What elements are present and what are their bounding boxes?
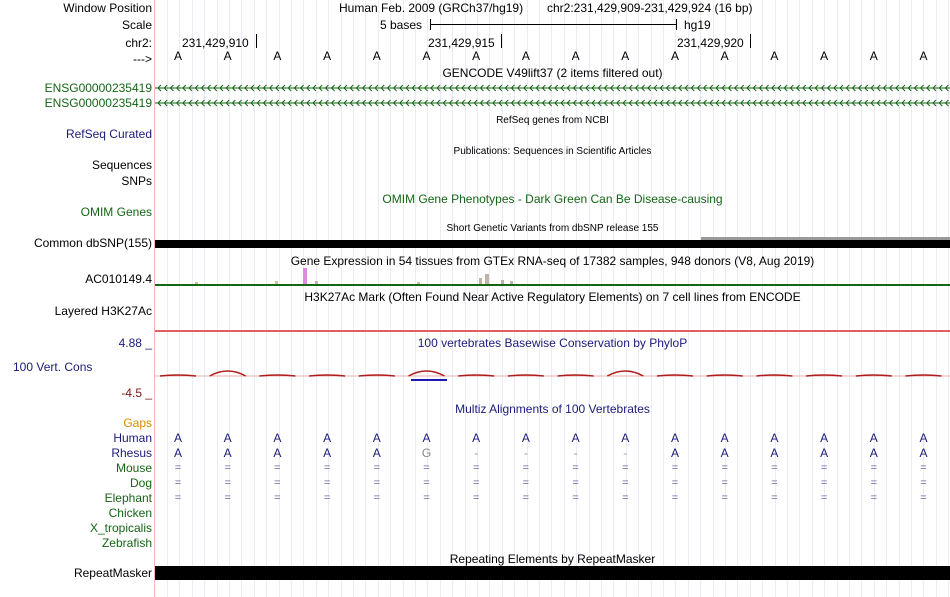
alignment-base: = bbox=[671, 492, 679, 504]
species-label-zebrafish[interactable]: Zebrafish bbox=[101, 536, 152, 550]
reference-base: A bbox=[372, 49, 381, 63]
alignment-base: = bbox=[274, 477, 281, 489]
alignment-base: A bbox=[422, 431, 431, 445]
repeatmasker-element-bar[interactable] bbox=[155, 566, 950, 580]
reference-base: A bbox=[521, 49, 530, 63]
alignment-base: A bbox=[223, 431, 232, 445]
h3k27ac-track-title: H3K27Ac Mark (Often Found Near Active Regulatory Elements) on 7 cell lines from ENCODE bbox=[304, 290, 801, 304]
species-label-chicken[interactable]: Chicken bbox=[108, 506, 152, 520]
assembly-text: Human Feb. 2009 (GRCh37/hg19) bbox=[339, 1, 524, 15]
alignment-base: = bbox=[174, 477, 182, 489]
alignment-base: - bbox=[623, 446, 628, 460]
alignment-base: A bbox=[273, 431, 282, 445]
alignment-base: - bbox=[573, 446, 578, 460]
window-position-label: Window Position bbox=[63, 1, 152, 15]
alignment-base: = bbox=[920, 477, 927, 489]
reference-base: A bbox=[173, 49, 182, 63]
ruler-tick-3 bbox=[750, 34, 751, 48]
reference-base: A bbox=[323, 49, 332, 63]
publications-track-label[interactable]: Sequences bbox=[91, 158, 152, 172]
alignment-base: = bbox=[622, 462, 629, 474]
alignment-base: = bbox=[323, 477, 331, 489]
omim-track-label[interactable]: OMIM Genes bbox=[80, 205, 152, 219]
reference-base: A bbox=[223, 49, 232, 63]
alignment-base: A bbox=[521, 431, 530, 445]
reference-base: A bbox=[472, 49, 481, 63]
repeatmasker-track-title: Repeating Elements by RepeatMasker bbox=[449, 552, 656, 566]
repeatmasker-track-label[interactable]: RepeatMasker bbox=[73, 566, 152, 580]
alignment-base: = bbox=[820, 477, 828, 489]
refseq-track-label[interactable]: RefSeq Curated bbox=[65, 127, 152, 141]
h3k27ac-signal-line[interactable] bbox=[155, 330, 950, 332]
gencode-gene-label-1[interactable]: ENSG00000235419 bbox=[44, 81, 152, 95]
alignment-base: = bbox=[771, 462, 778, 474]
alignment-base: = bbox=[572, 462, 579, 474]
alignment-base: A bbox=[670, 446, 679, 460]
alignment-base: = bbox=[323, 462, 331, 474]
alignment-base: = bbox=[423, 492, 430, 504]
alignment-base: = bbox=[274, 462, 281, 474]
reference-base: A bbox=[670, 49, 679, 63]
strand-label: ---> bbox=[133, 52, 152, 66]
alignment-base: = bbox=[920, 492, 927, 504]
alignment-base: A bbox=[820, 431, 829, 445]
alignment-base: = bbox=[771, 477, 778, 489]
alignment-base: A bbox=[372, 446, 381, 460]
alignment-base: = bbox=[572, 492, 579, 504]
alignment-base: = bbox=[373, 492, 381, 504]
alignment-base: A bbox=[670, 431, 679, 445]
gtex-gene-label[interactable]: AC010149.4 bbox=[85, 272, 152, 286]
omim-track-title: OMIM Gene Phenotypes - Dark Green Can Be Disease-causing bbox=[382, 192, 723, 206]
phylop-max-label: 4.88 _ bbox=[118, 336, 152, 350]
scale-db-text: hg19 bbox=[684, 18, 711, 32]
reference-base: A bbox=[919, 49, 928, 63]
alignment-base: = bbox=[622, 492, 629, 504]
alignment-base: A bbox=[621, 431, 630, 445]
gtex-barchart[interactable] bbox=[155, 266, 950, 288]
alignment-base: = bbox=[870, 462, 878, 474]
gencode-track-title: GENCODE V49lift37 (2 items filtered out) bbox=[442, 66, 663, 80]
position-text: chr2:231,429,909-231,429,924 (16 bp) bbox=[547, 1, 753, 15]
phylop-signal[interactable] bbox=[155, 362, 950, 384]
ruler-tick-2 bbox=[501, 34, 502, 48]
alignment-base: = bbox=[721, 492, 728, 504]
alignment-base: = bbox=[224, 462, 231, 474]
gene-2-intron-arrows bbox=[155, 97, 950, 109]
reference-base: A bbox=[571, 49, 580, 63]
alignment-base: A bbox=[472, 431, 481, 445]
ruler-tick-label-2: 231,429,915 bbox=[428, 36, 495, 50]
alignment-base: = bbox=[423, 462, 430, 474]
alignment-base: = bbox=[771, 492, 778, 504]
gtex-bar-tissue-high bbox=[303, 268, 307, 284]
reference-base: A bbox=[770, 49, 779, 63]
gtex-track-title: Gene Expression in 54 tissues from GTEx RNA-seq of 17382 samples, 948 donors (V8, Aug 2019) bbox=[290, 254, 815, 268]
gencode-gene-2[interactable] bbox=[155, 97, 950, 109]
alignment-base: = bbox=[522, 477, 530, 489]
alignment-base: = bbox=[323, 492, 331, 504]
scale-bar-left-end bbox=[430, 19, 431, 30]
alignment-base: = bbox=[472, 477, 480, 489]
alignment-base: A bbox=[323, 431, 332, 445]
alignment-base: G bbox=[421, 446, 432, 460]
reference-base: A bbox=[273, 49, 282, 63]
scale-text: 5 bases bbox=[380, 18, 423, 32]
gencode-gene-label-2[interactable]: ENSG00000235419 bbox=[44, 96, 152, 110]
alignment-base: = bbox=[622, 477, 629, 489]
gene-1-intron-arrows bbox=[155, 82, 950, 94]
chrom-label: chr2: bbox=[125, 36, 152, 50]
reference-base: A bbox=[422, 49, 431, 63]
alignment-base: A bbox=[223, 446, 232, 460]
reference-base: A bbox=[820, 49, 829, 63]
scale-bar bbox=[430, 24, 677, 25]
alignment-base: A bbox=[173, 431, 182, 445]
dbsnp-track-label[interactable]: Common dbSNP(155) bbox=[33, 236, 152, 250]
species-label-human[interactable]: Human bbox=[113, 431, 152, 445]
alignment-base: A bbox=[919, 431, 928, 445]
species-label-rhesus[interactable]: Rhesus bbox=[111, 446, 152, 460]
gencode-gene-1[interactable] bbox=[155, 82, 950, 94]
alignment-base: = bbox=[224, 477, 231, 489]
phylop-track-title: 100 vertebrates Basewise Conservation by PhyloP bbox=[417, 336, 688, 350]
ruler-tick-label-3: 231,429,920 bbox=[677, 36, 744, 50]
dbsnp-variant-bar[interactable] bbox=[155, 240, 950, 248]
scale-bar-right-end bbox=[676, 19, 677, 30]
gtex-baseline bbox=[155, 284, 950, 286]
alignment-base: = bbox=[274, 492, 281, 504]
scale-label: Scale bbox=[121, 18, 152, 32]
alignment-base: A bbox=[273, 446, 282, 460]
alignment-base: A bbox=[770, 446, 779, 460]
h3k27ac-track-label[interactable]: Layered H3K27Ac bbox=[54, 304, 152, 318]
reference-base: A bbox=[869, 49, 878, 63]
alignment-base: = bbox=[373, 462, 381, 474]
alignment-base: = bbox=[423, 477, 430, 489]
alignment-base: = bbox=[373, 477, 381, 489]
alignment-base: = bbox=[174, 492, 182, 504]
publications-track-title: Publications: Sequences in Scientific Articles bbox=[453, 146, 652, 157]
alignment-base: = bbox=[920, 462, 927, 474]
alignment-base: A bbox=[323, 446, 332, 460]
phylop-min-label: -4.5 _ bbox=[121, 386, 152, 400]
track-image-area[interactable] bbox=[155, 0, 950, 597]
alignment-base: A bbox=[820, 446, 829, 460]
species-label-elephant[interactable]: Elephant bbox=[104, 491, 152, 505]
alignment-base: = bbox=[472, 462, 480, 474]
alignment-base: = bbox=[870, 492, 878, 504]
alignment-base: A bbox=[720, 431, 729, 445]
alignment-base: A bbox=[869, 431, 878, 445]
alignment-base: A bbox=[571, 431, 580, 445]
alignment-base: = bbox=[472, 492, 480, 504]
alignment-base: = bbox=[224, 492, 231, 504]
alignment-base: A bbox=[919, 446, 928, 460]
ruler-tick-1 bbox=[256, 34, 257, 48]
alignment-base: A bbox=[720, 446, 729, 460]
dbsnp-track-title: Short Genetic Variants from dbSNP release 155 bbox=[446, 223, 659, 234]
species-label-dog[interactable]: Dog bbox=[129, 476, 152, 490]
alignment-base: A bbox=[770, 431, 779, 445]
alignment-base: = bbox=[671, 462, 679, 474]
refseq-track-title: RefSeq genes from NCBI bbox=[496, 115, 609, 126]
alignment-base: A bbox=[869, 446, 878, 460]
multiz-track-title: Multiz Alignments of 100 Vertebrates bbox=[455, 402, 650, 416]
ruler-tick-label-1: 231,429,910 bbox=[182, 36, 249, 50]
reference-base: A bbox=[720, 49, 729, 63]
track-label-column bbox=[0, 0, 154, 597]
species-label-x-tropicalis[interactable]: X_tropicalis bbox=[89, 521, 152, 535]
alignment-base: A bbox=[372, 431, 381, 445]
alignment-base: = bbox=[721, 462, 728, 474]
snps-track-label[interactable]: SNPs bbox=[121, 174, 152, 188]
reference-base: A bbox=[621, 49, 630, 63]
alignment-base: = bbox=[671, 477, 679, 489]
alignment-base: = bbox=[721, 477, 728, 489]
species-label-mouse[interactable]: Mouse bbox=[115, 461, 152, 475]
alignment-base: A bbox=[173, 446, 182, 460]
alignment-base: - bbox=[523, 446, 528, 460]
alignment-base: = bbox=[522, 462, 530, 474]
alignment-base: = bbox=[522, 492, 530, 504]
alignment-base: - bbox=[474, 446, 479, 460]
alignment-base: = bbox=[820, 492, 828, 504]
gtex-bar-tissue bbox=[485, 274, 489, 284]
alignment-base: = bbox=[572, 477, 579, 489]
alignment-base: = bbox=[820, 462, 828, 474]
alignment-base: = bbox=[174, 462, 182, 474]
phylop-track-label[interactable]: 100 Vert. Cons bbox=[13, 360, 93, 374]
alignment-base: = bbox=[870, 477, 878, 489]
gaps-label: Gaps bbox=[123, 416, 152, 430]
